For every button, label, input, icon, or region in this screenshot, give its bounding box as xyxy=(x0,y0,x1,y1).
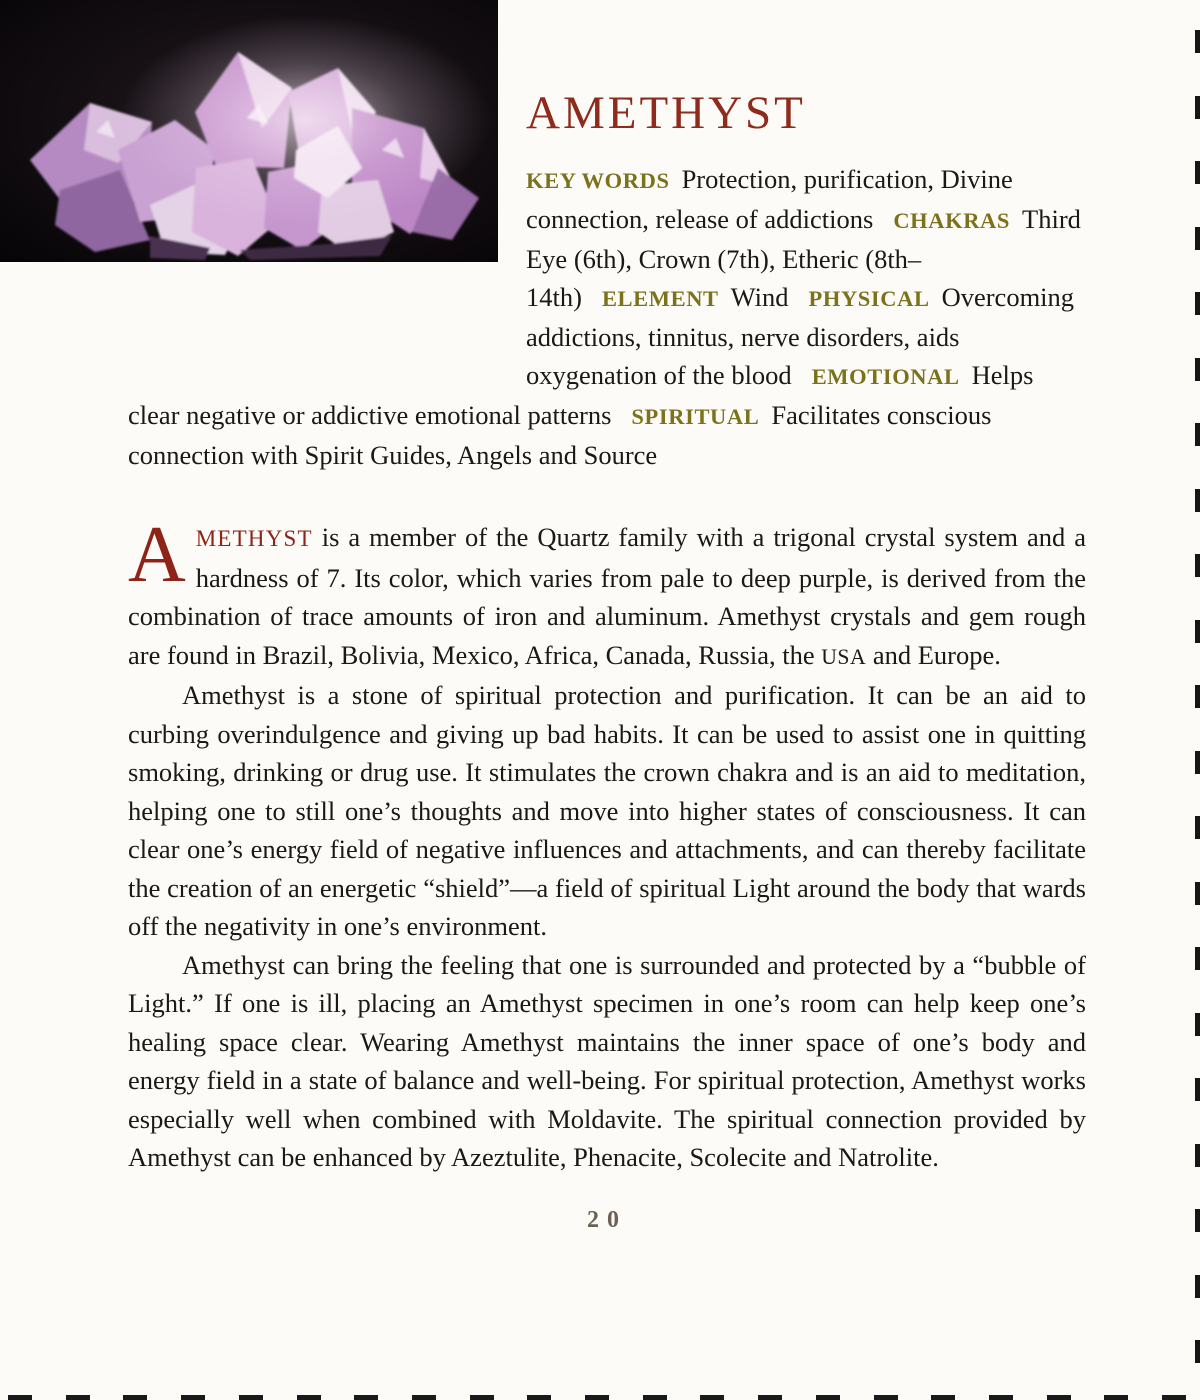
page-content xyxy=(0,88,1200,1234)
page-edge-dash xyxy=(239,1395,263,1400)
page-edge-tick xyxy=(1195,227,1200,250)
page-title: AMETHYST xyxy=(526,87,806,139)
attribute-label: KEY WORDS xyxy=(526,168,670,193)
page-edge-dash xyxy=(643,1395,667,1400)
text-run: USA xyxy=(821,644,867,669)
attribute-label: EMOTIONAL xyxy=(811,364,960,389)
page-edge-dash xyxy=(66,1395,90,1400)
text-run: Helps clear negative or addictive emotional patterns xyxy=(128,360,1034,430)
page-edge-tick xyxy=(1195,1144,1200,1167)
page-edge-tick xyxy=(1195,685,1200,708)
page-edge-dash xyxy=(527,1395,551,1400)
page-number: 20 xyxy=(587,1206,627,1233)
page-edge-tick xyxy=(1195,423,1200,446)
page-edge-dash xyxy=(816,1395,840,1400)
text-run: Wind xyxy=(730,282,789,312)
page-edge-tick xyxy=(1195,554,1200,577)
page-edge-tick xyxy=(1195,358,1200,381)
attribute-label: ELEMENT xyxy=(601,286,719,311)
page-edge-tick xyxy=(1195,1209,1200,1232)
page-edge-dash xyxy=(412,1395,436,1400)
page-edge-tick xyxy=(1195,1013,1200,1036)
page-edge-tick xyxy=(1195,620,1200,643)
text-run: and Europe. xyxy=(866,639,1001,670)
page-edge-dash xyxy=(758,1395,782,1400)
page-edge-tick xyxy=(1195,292,1200,315)
page-edge-dash xyxy=(874,1395,898,1400)
text-run: Overcoming addictions, tinnitus, nerve disorders, aids oxygenation of the blood xyxy=(526,282,1075,390)
lead-smallcaps: METHYST xyxy=(195,526,313,551)
page-edge-dash xyxy=(470,1395,494,1400)
attribute-label: PHYSICAL xyxy=(808,286,930,311)
paragraph-3: Amethyst can bring the feeling that one is surrounded and protected by a “bubble of Light.” If one is ill, placing an Amethyst specimen in one’s room can help keep one’s healing space clear. Wearing Amethyst maintains the inner space of one’s body and energy field in a state of balance and well-being. For spiritual protection, Amethyst works especially well when combined with Moldavite. The spiritual connection provided by Amethyst can be enhanced by Azeztulite, Phenacite, Scolecite and Natrolite. xyxy=(128,949,1086,1172)
page-edge-dash xyxy=(181,1395,205,1400)
page-edge-tick xyxy=(1195,816,1200,839)
page-edge-dash xyxy=(1162,1395,1186,1400)
page-edge-dash xyxy=(585,1395,609,1400)
page-edge-dash xyxy=(989,1395,1013,1400)
page-edge-dash xyxy=(354,1395,378,1400)
page-edge-tick xyxy=(1195,161,1200,184)
page-edge-dash xyxy=(123,1395,147,1400)
page-edge-dash xyxy=(1104,1395,1128,1400)
page-edge-tick xyxy=(1195,489,1200,512)
paragraph-2: Amethyst is a stone of spiritual protection and purification. It can be an aid to curbing overindulgence and giving up bad habits. It can be used to assist one in quitting smoking, drinking or drug use. It stimulates the crown chakra and is an aid to meditation, helping one to still one’s thoughts and move into higher states of consciousness. It can clear one’s energy field of negative influences and attachments, and can thereby facilitate the creation of an energetic “shield”—a field of spiritual Light around the body that wards off the negativity in one’s environment. xyxy=(128,680,1086,941)
text-run: Facilitates conscious connection with Spirit Guides, Angels and Source xyxy=(128,400,992,470)
page-edge-tick xyxy=(1195,882,1200,905)
text-run: Third Eye (6th), Crown (7th), Etheric (8th–14th) xyxy=(526,204,1081,312)
page-edge-tick xyxy=(1195,30,1200,53)
photo-wrap-spacer xyxy=(128,88,526,360)
page-edge-tick xyxy=(1195,96,1200,119)
dropcap-letter: A xyxy=(128,511,186,599)
page-edge-tick xyxy=(1195,1340,1200,1363)
attribute-label: SPIRITUAL xyxy=(631,404,760,429)
text-run: is a member of the Quartz family with a trigonal crystal system and a hardness of 7. Its color, which varies from pale to deep purple, is derived from the combination of trace amounts of iron and aluminum. Amethyst crystals and gem rough are found in Brazil, Bolivia, Mexico, Africa, Canada, Russia, the xyxy=(128,522,1086,670)
page-edge-tick xyxy=(1195,751,1200,774)
page-edge-dash xyxy=(297,1395,321,1400)
page-edge-dash xyxy=(700,1395,724,1400)
text-run: Protection, purification, Divine connection, release of addictions xyxy=(526,164,1013,234)
page-edge-tick xyxy=(1195,947,1200,970)
page-edge-dash xyxy=(931,1395,955,1400)
page-edge-tick xyxy=(1195,1078,1200,1101)
page-edge-dash xyxy=(1047,1395,1071,1400)
page-edge-dash xyxy=(8,1395,32,1400)
paragraph-1 xyxy=(128,511,1086,676)
attribute-label: CHAKRAS xyxy=(893,208,1011,233)
page-edge-tick xyxy=(1195,1275,1200,1298)
